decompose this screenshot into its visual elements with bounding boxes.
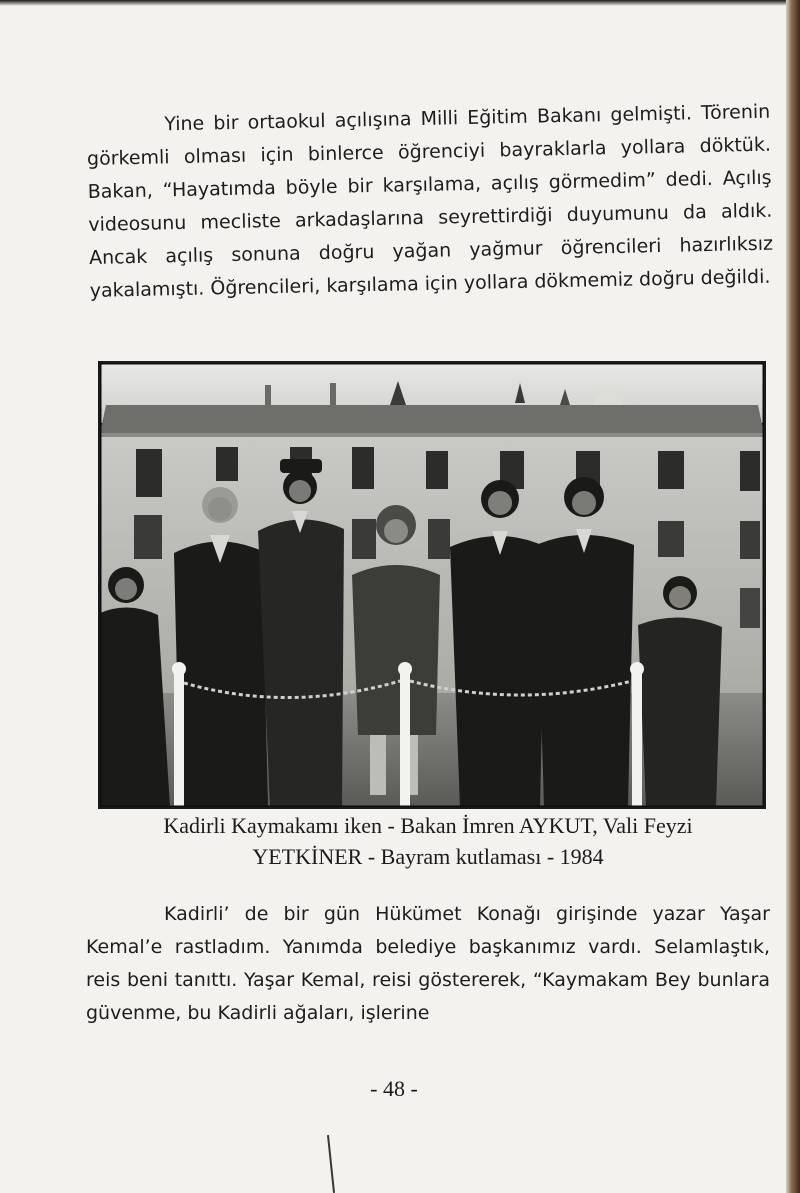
paragraph-1-text: Yine bir ortaokul açılışına Milli Eğitim Bakanı gelmişti. Törenin görkemli olması için binlerce öğrenciyi bayraklarla yollara döktük. Bakan, “Hayatımda böyle bir karşılama, açılış görmedim” dedi. Açılış videosunu mecliste arkadaşlarına seyrettirdiği duyumunu da aldık. Ancak açılış sonuna doğru yağan yağmur öğrencileri hazırlıksız yakalamıştı. Öğrencileri, karşılama için yollara dökmemiz doğru değildi. bbox=[86, 100, 774, 302]
book-spine-edge bbox=[786, 0, 800, 1193]
photo-caption bbox=[86, 810, 770, 872]
paragraph-1 bbox=[86, 96, 774, 308]
black-white-photo bbox=[100, 363, 764, 807]
paragraph-2-text: Kadirli’ de bir gün Hükümet Konağı girişinde yazar Yaşar Kemal’e rastladım. Yanımda belediye başkanımız vardı. Selamlaştık, reis beni tanıttı. Yaşar Kemal, reisi göstererek, “Kaymakam Bey bunlara güvenme, bu Kadirli ağaları, işlerine bbox=[86, 903, 770, 1024]
photo-caption-line-1: Kadirli Kaymakamı iken - Bakan İmren AYKUT, Vali Feyzi bbox=[163, 813, 693, 838]
ceremony-photo-illustration bbox=[100, 363, 764, 807]
page-number: - 48 - bbox=[370, 1076, 418, 1101]
page-crease-mark bbox=[327, 1135, 335, 1193]
photo-caption-line-2: YETKİNER - Bayram kutlaması - 1984 bbox=[252, 844, 604, 869]
top-edge-shadow bbox=[0, 0, 788, 6]
paragraph-2 bbox=[86, 898, 770, 1030]
